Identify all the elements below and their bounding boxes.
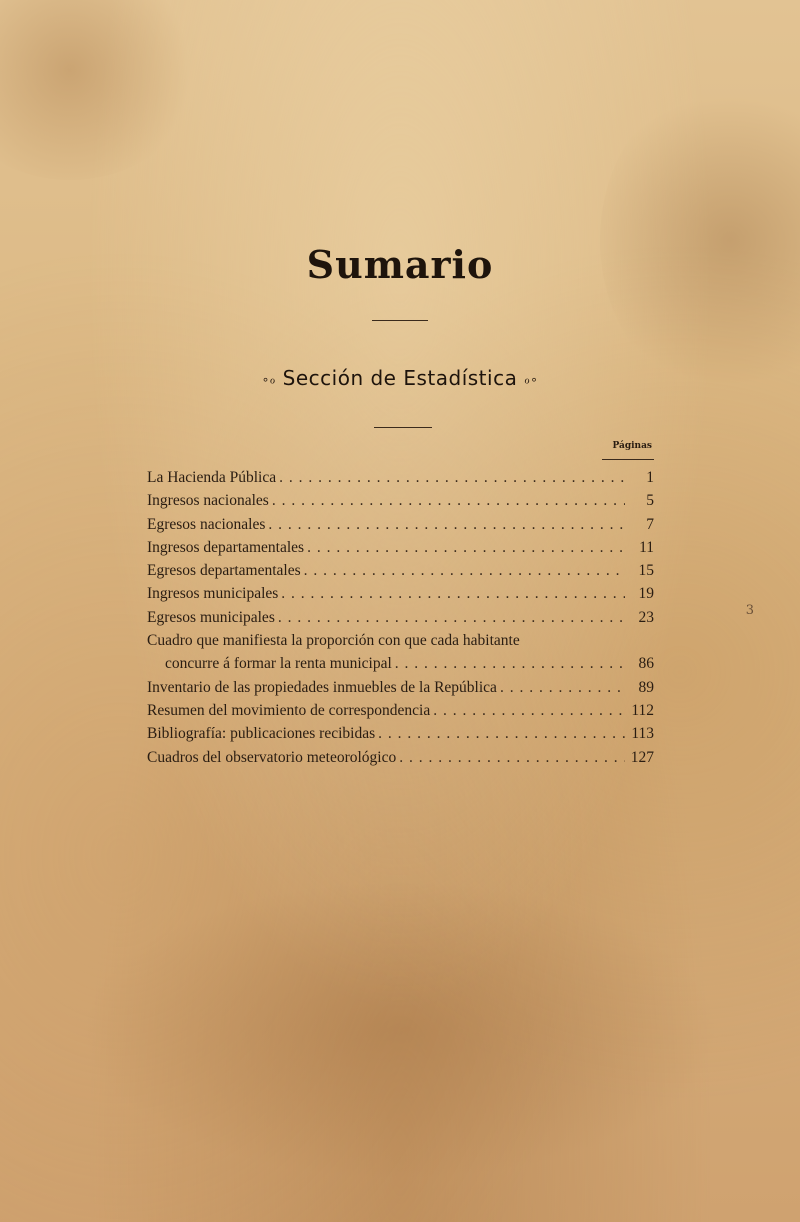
table-of-contents (147, 466, 654, 769)
toc-page-number: 23 (638, 608, 654, 626)
ornament-right: ℴ∘ (524, 372, 539, 387)
toc-page-number: 113 (631, 725, 654, 743)
section-heading (0, 366, 800, 390)
leader-dots (279, 466, 625, 489)
leader-dots (307, 536, 625, 559)
toc-page-number: 1 (646, 469, 654, 486)
toc-page-number: 5 (646, 492, 654, 510)
toc-page-number: 7 (646, 515, 654, 533)
leader-dots (500, 676, 625, 699)
toc-entry (147, 489, 654, 512)
pages-column-header: Páginas (612, 441, 652, 451)
toc-label-continuation: concurre á formar la renta municipal (165, 655, 392, 673)
toc-label: Inventario de las propiedades inmuebles de la República (147, 678, 497, 696)
toc-page-number: 15 (638, 562, 654, 580)
leader-dots (268, 513, 625, 536)
leader-dots (378, 722, 625, 745)
toc-entry (147, 606, 654, 629)
toc-page-number: 86 (638, 655, 654, 673)
toc-page-number: 112 (631, 701, 654, 719)
toc-label: Ingresos departamentales (147, 538, 305, 556)
ornament-left: ∘ℴ (261, 372, 276, 387)
leader-dots (272, 489, 625, 512)
toc-entry (147, 559, 654, 582)
toc-label: Ingresos municipales (147, 585, 279, 603)
toc-entry (147, 676, 654, 699)
toc-label: Egresos departamentales (147, 562, 301, 580)
toc-entry-first-line (147, 629, 654, 652)
leader-dots (278, 606, 625, 629)
toc-entry (147, 536, 654, 559)
page-title: Sumario (306, 242, 494, 287)
leader-dots (433, 699, 625, 722)
toc-page-number: 127 (630, 748, 654, 766)
toc-entry (147, 699, 654, 722)
toc-entry (147, 513, 654, 536)
margin-page-mark: 3 (745, 603, 754, 618)
section-title: Sección de Estadística (282, 366, 518, 390)
toc-entry (147, 582, 654, 605)
toc-label: Bibliografía: publicaciones recibidas (147, 725, 376, 743)
pages-column-rule (602, 459, 654, 460)
toc-label: Cuadros del observatorio meteorológico (147, 748, 397, 766)
paper-stain (0, 0, 200, 180)
toc-page-number: 19 (638, 585, 654, 603)
toc-label: Egresos municipales (147, 608, 275, 626)
toc-page-number: 11 (639, 538, 654, 556)
leader-dots (281, 582, 625, 605)
toc-page-number: 89 (638, 678, 654, 696)
toc-label: Ingresos nacionales (147, 492, 269, 510)
toc-entry (147, 722, 654, 745)
paper-stain (600, 80, 800, 400)
toc-label: La Hacienda Pública (147, 469, 277, 486)
toc-label: Egresos nacionales (147, 515, 266, 533)
toc-label: Resumen del movimiento de correspondencia (147, 701, 431, 719)
paper-stain (80, 880, 720, 1180)
toc-label: Cuadro que manifiesta la proporción con que cada habitante (147, 632, 520, 650)
toc-entry-continuation (147, 652, 654, 675)
section-divider (374, 427, 432, 428)
leader-dots (395, 652, 625, 675)
toc-entry (147, 746, 654, 769)
leader-dots (304, 559, 625, 582)
leader-dots (399, 746, 625, 769)
toc-entry (147, 466, 654, 489)
title-divider (372, 320, 428, 321)
